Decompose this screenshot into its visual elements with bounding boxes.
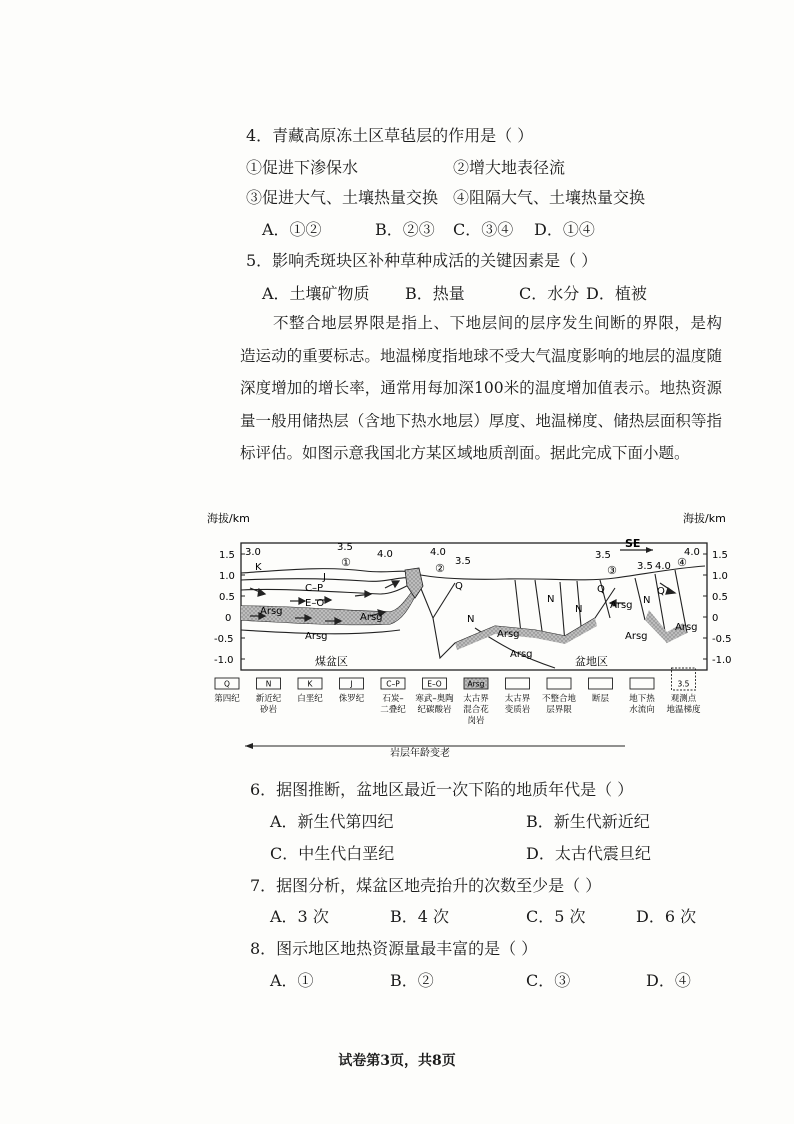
right-tick: 1.5 — [712, 550, 728, 561]
legend-label: 新近纪 — [255, 694, 282, 704]
layer-label: Arsg — [675, 622, 698, 633]
q7-option-c: C．5 次 — [526, 907, 586, 926]
q8-stem: 8．图示地区地热资源量最丰富的是（ ） — [250, 939, 538, 958]
layer-label: Q — [657, 586, 665, 597]
gradient-value: 4.0 — [430, 547, 446, 558]
legend-label: 第四纪 — [214, 694, 240, 704]
layer-label: N — [467, 614, 475, 625]
legend-box — [506, 678, 530, 689]
q6-stem: 6．据图推断，盆地区最近一次下陷的地质年代是（ ） — [250, 780, 634, 799]
point-3: ③ — [607, 564, 617, 577]
layer-label: Arsg — [510, 649, 533, 660]
q5-option-d: D．植被 — [586, 284, 647, 303]
legend-symbol: J — [350, 679, 353, 689]
age-arrow-label: 岩层年龄变老 — [390, 748, 450, 758]
passage — [240, 307, 722, 470]
legend-symbol: C–P — [386, 679, 400, 689]
legend-label: 石炭– — [382, 694, 404, 704]
q4-option-b: B．②③ — [375, 220, 435, 239]
q8-option-c: C．③ — [526, 971, 571, 990]
legend-symbol: N — [265, 679, 272, 689]
q4-item-4: ④阻隔大气、土壤热量交换 — [453, 188, 646, 207]
layer-label: J — [323, 572, 326, 583]
legend-label: 不整合地 — [541, 694, 577, 704]
left-tick: -1.0 — [214, 655, 234, 666]
q5-option-c: C．水分 — [519, 284, 580, 303]
gradient-value: 3.0 — [245, 547, 261, 558]
q4-option-d: D．①④ — [534, 220, 595, 239]
legend-box — [630, 678, 654, 689]
left-tick: 1.5 — [219, 550, 235, 561]
right-tick: -1.0 — [712, 655, 732, 666]
layer-label: K — [255, 562, 262, 573]
arsg-uplift — [405, 568, 423, 598]
q6-option-d: D．太古代震旦纪 — [526, 844, 651, 863]
gradient-value: 3.5 — [595, 550, 611, 561]
legend-label: 纪碳酸岩 — [417, 705, 452, 715]
layer-label: Q — [597, 584, 605, 595]
layer-label: C–P — [305, 583, 324, 594]
point-4: ④ — [677, 556, 687, 569]
legend-label: 水流向 — [629, 705, 655, 715]
layer-label: Arsg — [260, 606, 283, 617]
legend-label: 寒武–奥陶 — [415, 694, 454, 704]
legend-label: 侏罗纪 — [338, 694, 365, 704]
legend-label: 混合花 — [463, 705, 489, 715]
left-tick: 1.0 — [219, 571, 235, 582]
q4-item-1: ①促进下渗保水 — [246, 158, 359, 177]
legend-symbol: Q — [224, 679, 230, 689]
q4-stem: 4．青藏高原冻土区草毡层的作用是（ ） — [246, 126, 534, 145]
layer-label: N — [547, 594, 555, 605]
layer-label: Arsg — [625, 631, 648, 642]
gradient-value: 3.5 — [337, 542, 353, 553]
legend-label: 太古界 — [463, 694, 489, 704]
legend-label: 层界限 — [546, 705, 572, 715]
q4-option-c: C．③④ — [453, 220, 514, 239]
legend-label: 岗岩 — [467, 716, 485, 726]
left-axis-label: 海拔/km — [207, 512, 250, 525]
q6-option-a: A．新生代第四纪 — [270, 812, 394, 831]
gradient-value: 3.5 — [455, 556, 471, 567]
q5-option-b: B．热量 — [405, 284, 465, 303]
legend-label: 砂岩 — [259, 705, 278, 715]
left-tick: -0.5 — [214, 634, 234, 645]
geologic-cross-section — [205, 508, 735, 758]
q7-option-b: B．4 次 — [390, 907, 450, 926]
layer-label: N — [643, 595, 651, 606]
legend-box — [589, 678, 613, 689]
arsg-band-center — [455, 618, 597, 650]
legend-label: 白垩纪 — [297, 694, 323, 704]
right-axis-label: 海拔/km — [683, 512, 726, 525]
q6-option-b: B．新生代新近纪 — [526, 812, 650, 831]
legend-label: 观测点 — [670, 694, 697, 704]
layer-label: E–O — [305, 598, 325, 609]
q4-option-a: A．①② — [262, 220, 322, 239]
region-basin: 盆地区 — [575, 655, 608, 668]
gradient-value: 4.0 — [655, 561, 671, 572]
page-footer: 试卷第3页，共8页 — [338, 1053, 456, 1069]
legend-box — [547, 678, 571, 689]
right-tick: 0.5 — [712, 592, 728, 603]
q5-option-a: A．土壤矿物质 — [262, 284, 370, 303]
left-tick: 0 — [225, 613, 232, 624]
legend-label: 地下热 — [629, 694, 655, 704]
passage-text: 不整合地层界限是指上、下地层间的层序发生间断的界限，是构造运动的重要标志。地温梯度指地球不受大气温度影响的地层的温度随深度增加的增长率，通常用每加深100米的温度增加值表示。地热资源量一般用储热层（含地下热水地层）厚度、地温梯度、储热层面积等指标评估。如图示意我国北方某区域地质剖面。据此完成下面小题。 — [240, 314, 722, 462]
legend-label: 二叠纪 — [380, 705, 406, 715]
q8-option-b: B．② — [390, 971, 434, 990]
right-ticks — [712, 550, 732, 666]
point-2: ② — [435, 562, 445, 575]
left-tick: 0.5 — [219, 592, 235, 603]
q6-option-c: C．中生代白垩纪 — [270, 844, 395, 863]
legend-symbol: 3.5 — [677, 679, 690, 689]
legend-symbol: E–O — [427, 679, 442, 689]
legend-label: 变质岩 — [504, 705, 531, 715]
layer-label: Q — [455, 581, 463, 592]
q5-stem: 5．影响秃斑块区补种草种成活的关键因素是（ ） — [246, 251, 598, 270]
q8-option-d: D．④ — [646, 971, 691, 990]
q7-stem: 7．据图分析，煤盆区地壳抬升的次数至少是（ ） — [250, 876, 602, 895]
legend — [214, 668, 701, 726]
direction-label: SE — [625, 537, 641, 550]
legend-symbol: Arsg — [467, 679, 485, 689]
region-coal-basin: 煤盆区 — [315, 655, 348, 668]
legend-label: 断层 — [591, 694, 610, 704]
legend-symbol: K — [307, 679, 313, 689]
layer-label: Arsg — [305, 631, 328, 642]
layer-label: N — [575, 604, 583, 615]
gradient-value: 4.0 — [684, 547, 700, 558]
q4-item-3: ③促进大气、土壤热量交换 — [246, 188, 439, 207]
right-tick: -0.5 — [712, 634, 732, 645]
layer-label: Arsg — [360, 612, 383, 623]
right-tick: 0 — [712, 613, 719, 624]
q4-item-2: ②增大地表径流 — [453, 158, 566, 177]
point-1: ① — [341, 556, 351, 569]
legend-label: 太古界 — [504, 694, 531, 704]
legend-label: 地温梯度 — [666, 705, 701, 715]
q7-option-a: A．3 次 — [270, 907, 329, 926]
q8-option-a: A．① — [270, 971, 314, 990]
right-tick: 1.0 — [712, 571, 728, 582]
layer-label: Arsg — [610, 600, 633, 611]
q7-option-d: D．6 次 — [636, 907, 697, 926]
gradient-value: 3.5 — [637, 561, 653, 572]
layer-label: Arsg — [497, 629, 520, 640]
gradient-value: 4.0 — [377, 549, 393, 560]
left-ticks — [214, 550, 235, 666]
